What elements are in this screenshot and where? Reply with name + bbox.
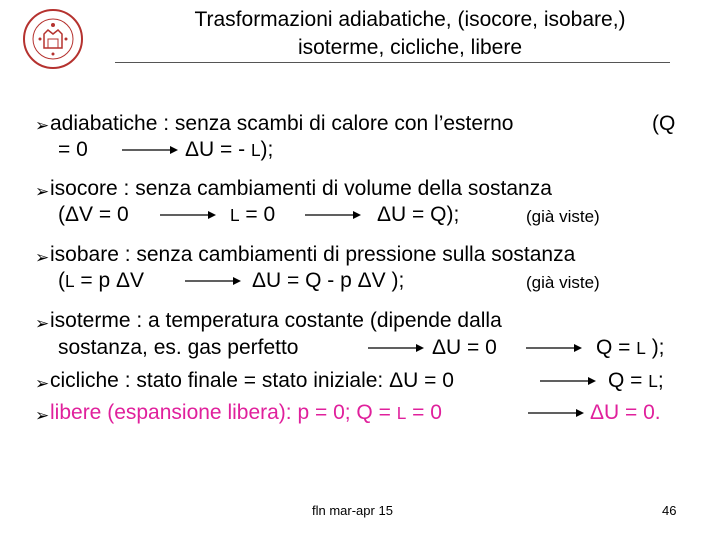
university-seal-logo bbox=[22, 8, 84, 70]
cyclic-text: cicliche : stato finale = stato iniziale: ΔU = 0 bbox=[50, 369, 454, 392]
implies-arrow-icon bbox=[305, 209, 365, 221]
cyclic-text-q: Q = L; bbox=[608, 369, 664, 392]
arrow-bullet-icon: ➢ bbox=[35, 182, 50, 201]
isothermal-text-q: Q = L ); bbox=[596, 336, 665, 359]
implies-arrow-icon bbox=[526, 342, 586, 354]
isochoric-text-work: L = 0 bbox=[230, 203, 276, 226]
implies-arrow-icon bbox=[122, 144, 182, 156]
isochoric-note: (già viste) bbox=[526, 207, 600, 226]
isochoric-text: isocore : senza cambiamenti di volume della sostanza bbox=[50, 177, 552, 200]
implies-arrow-icon bbox=[185, 275, 245, 287]
page-title-line-1: Trasformazioni adiabatiche, (isocore, isobare,) bbox=[194, 8, 626, 31]
free-text-du: ΔU = 0. bbox=[590, 401, 661, 424]
page-title-line-2: isoterme, cicliche, libere bbox=[297, 36, 523, 59]
arrow-bullet-icon: ➢ bbox=[35, 314, 50, 333]
isothermal-text-gas: sostanza, es. gas perfetto bbox=[58, 336, 299, 359]
adiabatic-text-q: (Q bbox=[652, 112, 676, 135]
arrow-bullet-icon: ➢ bbox=[35, 248, 50, 267]
adiabatic-text-du: ΔU = - L); bbox=[185, 138, 274, 161]
title-divider bbox=[115, 62, 670, 63]
isochoric-text-du: ΔU = Q); bbox=[377, 203, 460, 226]
footer-label: fln mar-apr 15 bbox=[312, 503, 393, 518]
isobaric-text: isobare : senza cambiamenti di pressione sulla sostanza bbox=[50, 243, 576, 266]
implies-arrow-icon bbox=[540, 375, 600, 387]
isothermal-text: isoterme : a temperatura costante (dipende dalla bbox=[50, 309, 502, 332]
implies-arrow-icon bbox=[368, 342, 428, 354]
isobaric-text-work: (L = p ΔV bbox=[58, 269, 145, 292]
arrow-bullet-icon: ➢ bbox=[35, 406, 50, 425]
adiabatic-text-zero: = 0 bbox=[58, 138, 88, 161]
implies-arrow-icon bbox=[528, 407, 588, 419]
isochoric-text-dv: (ΔV = 0 bbox=[58, 203, 129, 226]
isobaric-note: (già viste) bbox=[526, 273, 600, 292]
isobaric-text-du: ΔU = Q - p ΔV ); bbox=[252, 269, 405, 292]
adiabatic-text: adiabatiche : senza scambi di calore con l’esterno bbox=[50, 112, 514, 135]
arrow-bullet-icon: ➢ bbox=[35, 374, 50, 393]
page-number: 46 bbox=[662, 503, 677, 518]
free-text: libere (espansione libera): p = 0; Q = L = 0 bbox=[50, 401, 442, 424]
arrow-bullet-icon: ➢ bbox=[35, 116, 50, 135]
isothermal-text-du: ΔU = 0 bbox=[432, 336, 497, 359]
implies-arrow-icon bbox=[160, 209, 220, 221]
